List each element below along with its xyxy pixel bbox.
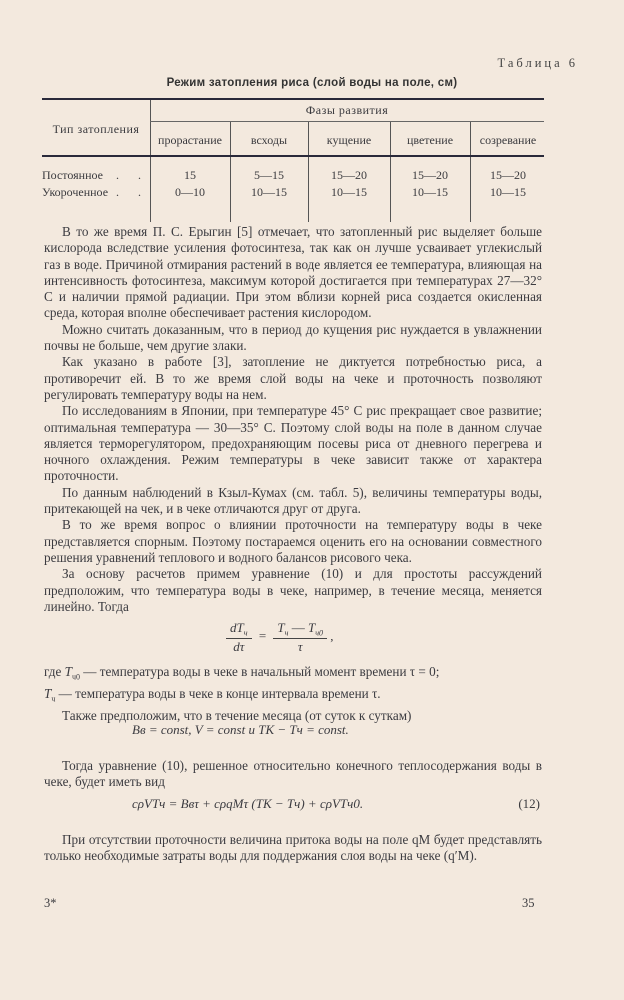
table-label: Таблица 6 [497, 56, 578, 70]
table-cell: 10—15 [331, 185, 367, 199]
formula-explanation-2 [44, 686, 542, 708]
table-cell: 15—20 [331, 168, 367, 182]
paragraph: За основу расчетов примем уравнение (10) и для простоты рассуждений предположим, что температура воды в чеке, например, в течение месяца, меняется линейно. Тогда [44, 566, 542, 614]
table-cell: 0—10 [175, 185, 205, 199]
table-divider [150, 100, 151, 222]
formula-subscript: ч [243, 628, 248, 638]
formula-constants: Bв = const, V = const и TK − Tч = const. [132, 722, 349, 737]
table-cell: 15—20 [490, 168, 526, 182]
phase-header: кущение [326, 133, 372, 147]
text: — температура воды в чеке в начальный момент времени τ = 0; [80, 664, 440, 679]
paragraph: Также предположим, что в течение месяца (от суток к суткам) [62, 707, 412, 723]
paragraph: По данным наблюдений в Кзыл-Кумах (см. табл. 5), величины температуры воды, притекающей на чек, и в чеке отличаются друг от друга. [44, 484, 542, 517]
table-cell: 5—15 [254, 168, 284, 182]
phases-rule [150, 121, 544, 122]
table-cell: 10—15 [251, 185, 287, 199]
row-leader-dots: . . [116, 168, 149, 182]
formula-term: dτ [233, 638, 245, 654]
table-cell: 15—20 [412, 168, 448, 182]
formula-term: τ [297, 638, 303, 654]
formula-term: T [277, 620, 285, 635]
row-label: Укороченное [42, 185, 109, 199]
phase-header: созревание [479, 133, 537, 147]
paragraph: При отсутствии проточности величина притока воды на поле qM будет представлять только необходимые затраты воды для поддержания слоя воды на чеке (q′M). [44, 832, 542, 864]
paragraph: Можно считать доказанным, что в период до кущения рис нуждается в увлажнении почвы не больше, чем другие злаки. [44, 321, 542, 354]
table-cell: 15 [184, 168, 196, 182]
paragraph: В то же время вопрос о влиянии проточности на температуру воды в чеке представляется спорным. Поэтому постараемся оценить его на основании совместного решения уравнений теплового и водного балансов рисового чека. [44, 517, 542, 565]
row-label: Постоянное [42, 168, 103, 182]
phase-header: цветение [406, 133, 454, 147]
table-header-rule [42, 155, 544, 157]
formula-punct: , [330, 628, 334, 644]
signature-mark: 3* [44, 896, 57, 910]
fraction-right [273, 620, 327, 655]
table-cell: 10—15 [490, 185, 526, 199]
paragraph: Тогда уравнение (10), решенное относительно конечного теплосодержания воды в чеке, будет иметь вид [44, 758, 542, 790]
body-text-block-2 [44, 664, 542, 724]
body-text-block-3 [44, 758, 542, 791]
variable: T [64, 664, 72, 679]
paragraph: В то же время П. С. Ерыгин [5] отмечает, что затопленный рис выделяет больше кислорода вследствие усиления фотосинтеза, так как он лучше усваивает углекислый газ в воде. Причиной отмирания растений в воде является ее температура, влияющая на интенсивность фотосинтеза, максимум которой достигается при температурах 27—32° С и наличии прямой радиации. При этом вблизи корней риса создается окисленная среда, которая вполне обеспечивает растения кислородом. [44, 224, 542, 321]
text: — температура воды в чеке в конце интервала времени τ. [55, 685, 381, 701]
fraction-left [226, 620, 252, 655]
variable: T [44, 685, 52, 701]
variable-subscript: ч [51, 694, 56, 704]
table-top-rule [42, 98, 544, 100]
text: где [44, 664, 65, 679]
column-header-phases: Фазы развития [305, 103, 389, 117]
row-leader-dots: . . [116, 185, 149, 199]
formula-explanation-1 [44, 664, 542, 686]
column-header-type: Тип затопления [52, 122, 140, 136]
phase-header: прорастание [158, 133, 222, 147]
formula-subscript: ч [284, 628, 289, 638]
formula-operator: — [288, 620, 308, 635]
formula-subscript: ч0 [315, 628, 324, 638]
formula-heat-balance: cρVTч = Bвτ + cρqMτ (TK − Tч) + cρVTч0. [132, 796, 364, 811]
equation-number: (12) [518, 796, 540, 811]
formula-temperature-rate: $\frac{dT_ч}{d\tau}$ = $\frac{T_ч — T_{ч0}}{\tau}$ , [226, 620, 334, 655]
table-cell: 10—15 [412, 185, 448, 199]
phase-header: всходы [250, 133, 288, 147]
table-title: Режим затопления риса (слой воды на поле, см) [166, 77, 458, 89]
paragraph: По исследованиям в Японии, при температуре 45° С рис прекращает свое развитие; оптимальная температура — 30—35° С. Поэтому слой воды на поле в данном случае является терморегулятором, предохраняющим посевы риса от дневного перегрева и ночного охлаждения. Режим температуры в чеке зависит также от характера проточности. [44, 403, 542, 484]
formula-term: dT [230, 620, 244, 635]
page-number: 35 [522, 896, 535, 910]
variable-subscript: ч0 [71, 672, 80, 682]
body-text-block-4 [44, 832, 542, 865]
body-text-block-1 [44, 224, 542, 615]
paragraph: Как указано в работе [3], затопление не диктуется потребностью риса, а противоречит ей. В то же время слой воды на чеке и проточность позволяют регулировать температуру воды на нем. [44, 354, 542, 402]
formula-term: T [307, 620, 316, 635]
